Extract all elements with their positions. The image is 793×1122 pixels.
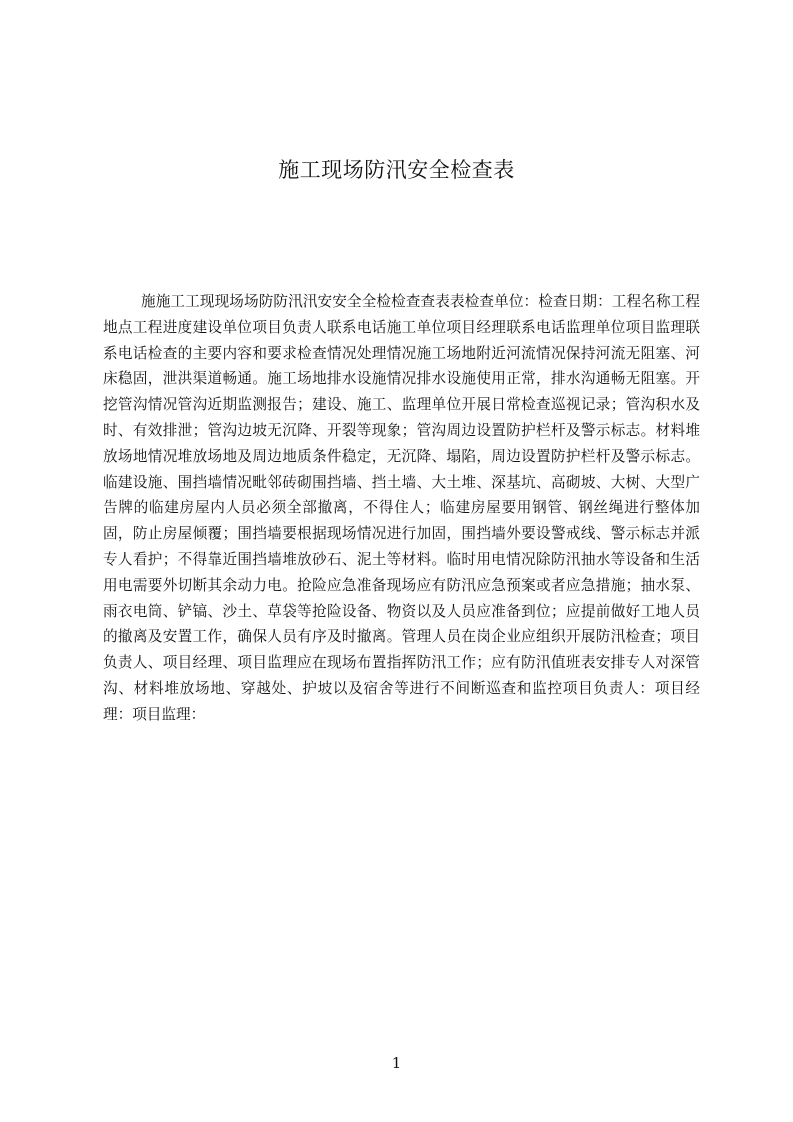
document-title: 施工现场防汛安全检查表 [278,158,515,183]
body-paragraph: 施施工工现现场场防防汛汛安安全全检检查查表表检查单位：检查日期：工程名称工程地点工程进度建设单位项目负责人联系电话施工单位项目经理联系电话监理单位项目监理联系电话检查的主要内容和要求检查情况处理情况施工场地附近河流情况保持河流无阻塞、河床稳固，泄洪渠道畅通。施工场地排水设施情况排水设施使用正常，排水沟通畅无阻塞。开挖管沟情况管沟近期监测报告；建设、施工、监理单位开展日常检查巡视记录；管沟积水及时、有效排泄；管沟边坡无沉降、开裂等现象；管沟周边设置防护栏杆及警示标志。材料堆放场地情况堆放场地及周边地质条件稳定，无沉降、塌陷，周边设置防护栏杆及警示标志。临建设施、围挡墙情况毗邻砖砌围挡墙、挡土墙、大土堆、深基坑、高砌坡、大树、大型广告牌的临建房屋内人员必须全部撤离，不得住人；临建房屋要用钢管、钢丝绳进行整体加固，防止房屋倾覆；围挡墙要根据现场情况进行加固，围挡墙外要设警戒线、警示标志并派专人看护；不得靠近围挡墙堆放砂石、泥土等材料。临时用电情况除防汛抽水等设备和生活用电需要外切断其余动力电。抢险应急准备现场应有防汛应急预案或者应急措施；抽水泵、雨衣电筒、铲镐、沙土、草袋等抢险设备、物资以及人员应准备到位；应提前做好工地人员的撤离及安置工作，确保人员有序及时撤离。管理人员在岗企业应组织开展防汛检查；项目负责人、项目经理、项目监理应在现场布置指挥防汛工作；应有防汛值班表安排专人对深管沟、材料堆放场地、穿越处、护坡以及宿舍等进行不间断巡查和监控项目负责人：项目经理：项目监理： [103,293,700,723]
page-number: 1 [391,1054,402,1072]
